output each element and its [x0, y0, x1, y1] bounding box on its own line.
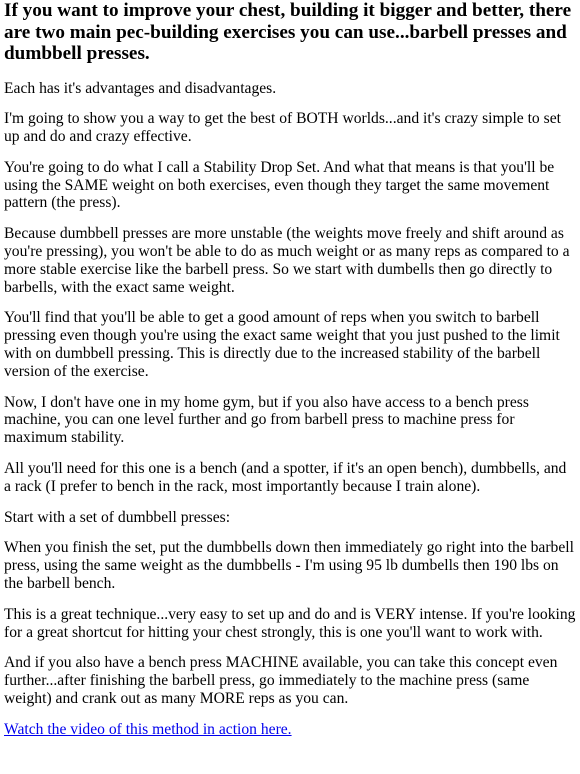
- article-heading: If you want to improve your chest, building it bigger and better, there are two main pec-building exercises you can use...barbell presses and dumbbell presses.: [4, 0, 572, 64]
- video-link-paragraph: [4, 721, 576, 739]
- paragraph-stability-drop-set: You're going to do what I call a Stability Drop Set. And what that means is that you'll be using the SAME weight on both exercises, even though they target the same movement pattern (the press).: [4, 158, 555, 212]
- paragraph-best-of-both: I'm going to show you a way to get the best of BOTH worlds...and it's crazy simple to set up and do and crazy effective.: [4, 110, 561, 146]
- paragraph-equipment: All you'll need for this one is a bench (and a spotter, if it's an open bench), dumbbells, and a rack (I prefer to bench in the rack, most importantly because I train alone).: [4, 460, 567, 495]
- paragraph-advantages: Each has it's advantages and disadvantages.: [4, 79, 277, 97]
- paragraph-machine-press: Now, I don't have one in my home gym, but if you also have access to a bench press machine, you can one level further and go from barbell press to machine press for maximum stability.: [4, 393, 529, 447]
- article: [4, 0, 576, 739]
- paragraph-great-technique: This is a great technique...very easy to set up and do and is VERY intense. If you're looking for a great shortcut for hitting your chest strongly, this is one you'll want to work with.: [4, 605, 576, 641]
- paragraph-barbell-reps: You'll find that you'll be able to get a good amount of reps when you switch to barbell pressing even though you're using the exact same weight that you just pushed to the limit with on dumbbell pressing. This is directly due to the increased stability of the barbell version of the exercise.: [4, 309, 560, 380]
- video-link[interactable]: Watch the video of this method in action here.: [4, 720, 292, 738]
- paragraph-machine-further: And if you also have a bench press MACHINE available, you can take this concept even further...after finishing the barbell press, go immediately to the machine press (same weight) and crank out as many MORE reps as you can.: [4, 654, 558, 708]
- paragraph-finish-set: When you finish the set, put the dumbbells down then immediately go right into the barbell press, using the same weight as the dumbbells - I'm using 95 lb dumbells then 190 lbs on the barbell bench.: [4, 539, 574, 593]
- paragraph-dumbbell-instability: Because dumbbell presses are more unstable (the weights move freely and shift around as you're pressing), you won't be able to do as much weight or as many reps as compared to a more stable exercise like the barbell press. So we start with dumbells then go directly to barbells, with the exact same weight.: [4, 225, 570, 296]
- paragraph-start-dumbbell: Start with a set of dumbbell presses:: [4, 508, 231, 526]
